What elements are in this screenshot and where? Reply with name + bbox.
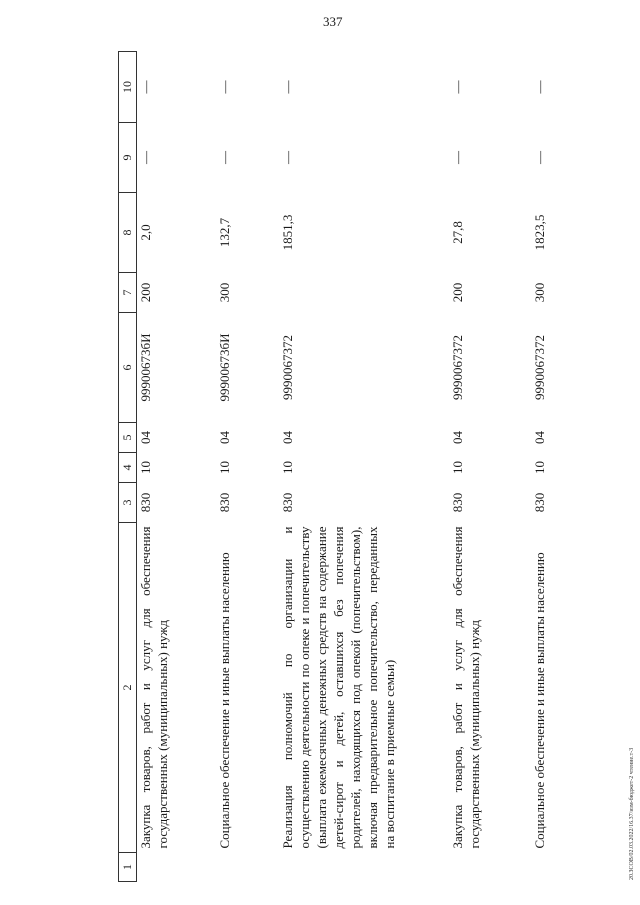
cell-col10: — (138, 80, 153, 94)
cell-col8: 1851,3 (280, 214, 295, 251)
budget-table (118, 51, 571, 882)
table-row (531, 52, 571, 882)
budget-table-container (118, 52, 573, 882)
cell-col10: — (532, 80, 547, 94)
cell-col4: 10 (217, 461, 232, 474)
cell-col8: 132,7 (217, 217, 232, 248)
cell-col4: 10 (532, 461, 547, 474)
cell-col1 (137, 853, 217, 882)
cell-col9: — (280, 151, 295, 164)
cell-col1 (531, 853, 571, 882)
cell-col9: — (532, 151, 547, 164)
cell-col9: — (450, 151, 465, 164)
cell-col7 (279, 273, 449, 313)
table-row (449, 52, 531, 882)
cell-name: Реализация полномочий по организации и осуществлению деятельности по опеке и попечительству (выплата ежемесячных денежных средств на содержание детей-сирот и детей, оставшихся без попечения родителей, находящихся под опекой (попечительством), включая предварительное попечительство, переданных на воспитание в приемные семьи) (280, 526, 397, 849)
cell-col5: 04 (280, 431, 295, 444)
header-col-8: 8 (119, 193, 137, 273)
cell-col10: — (217, 80, 232, 94)
cell-col6: 9990067372 (280, 335, 295, 400)
cell-col10: — (450, 80, 465, 94)
cell-name: Закупка товаров, работ и услуг для обеспечения государственных (муниципальных) нужд (138, 526, 170, 849)
table-row (216, 52, 279, 882)
cell-col7: 300 (217, 282, 232, 303)
table-header-row (119, 52, 137, 882)
cell-col4: 10 (280, 461, 295, 474)
cell-col8: 27,8 (450, 221, 465, 244)
cell-col9: — (217, 151, 232, 164)
cell-name: Социальное обеспечение и иные выплаты населению (217, 552, 232, 849)
cell-col7: 300 (532, 282, 547, 303)
cell-col4: 10 (138, 461, 153, 474)
cell-col5: 04 (532, 431, 547, 444)
table-row (137, 52, 217, 882)
cell-col6: 99900673бИ (138, 333, 153, 402)
header-col-1: 1 (119, 853, 137, 882)
cell-col6: 99900673бИ (217, 333, 232, 402)
cell-col6: 9990067372 (532, 335, 547, 400)
header-col-4: 4 (119, 453, 137, 483)
cell-col5: 04 (450, 431, 465, 444)
cell-col3: 830 (280, 492, 295, 513)
cell-name: Закупка товаров, работ и услуг для обеспечения государственных (муниципальных) нужд (450, 526, 482, 849)
cell-col3: 830 (450, 492, 465, 513)
cell-col1 (216, 853, 279, 882)
cell-col7: 200 (450, 282, 465, 303)
cell-col7: 200 (138, 282, 153, 303)
header-col-7: 7 (119, 273, 137, 313)
cell-col1 (449, 853, 531, 882)
cell-col1 (279, 853, 449, 882)
cell-col3: 830 (217, 492, 232, 513)
header-col-2: 2 (119, 523, 137, 853)
cell-col10: — (280, 80, 295, 94)
cell-col8: 1823,5 (532, 214, 547, 251)
page-number: 337 (323, 14, 343, 29)
cell-col5: 04 (138, 431, 153, 444)
cell-col5: 04 (217, 431, 232, 444)
table-row (279, 52, 449, 882)
cell-col4: 10 (450, 461, 465, 474)
cell-col8: 2,0 (138, 224, 153, 241)
cell-col3: 830 (532, 492, 547, 513)
cell-col6: 9990067372 (450, 335, 465, 400)
header-col-10: 10 (119, 52, 137, 123)
document-side-note: 20.ЗСОВ/02.03.2022/16.37/изм-бюджет-2 чтение.т-3 (629, 747, 635, 880)
cell-col3: 830 (138, 492, 153, 513)
header-col-5: 5 (119, 423, 137, 453)
header-col-6: 6 (119, 313, 137, 423)
header-col-3: 3 (119, 483, 137, 523)
cell-name: Социальное обеспечение и иные выплаты населению (532, 552, 547, 849)
header-col-9: 9 (119, 123, 137, 193)
cell-col9: — (138, 151, 153, 164)
